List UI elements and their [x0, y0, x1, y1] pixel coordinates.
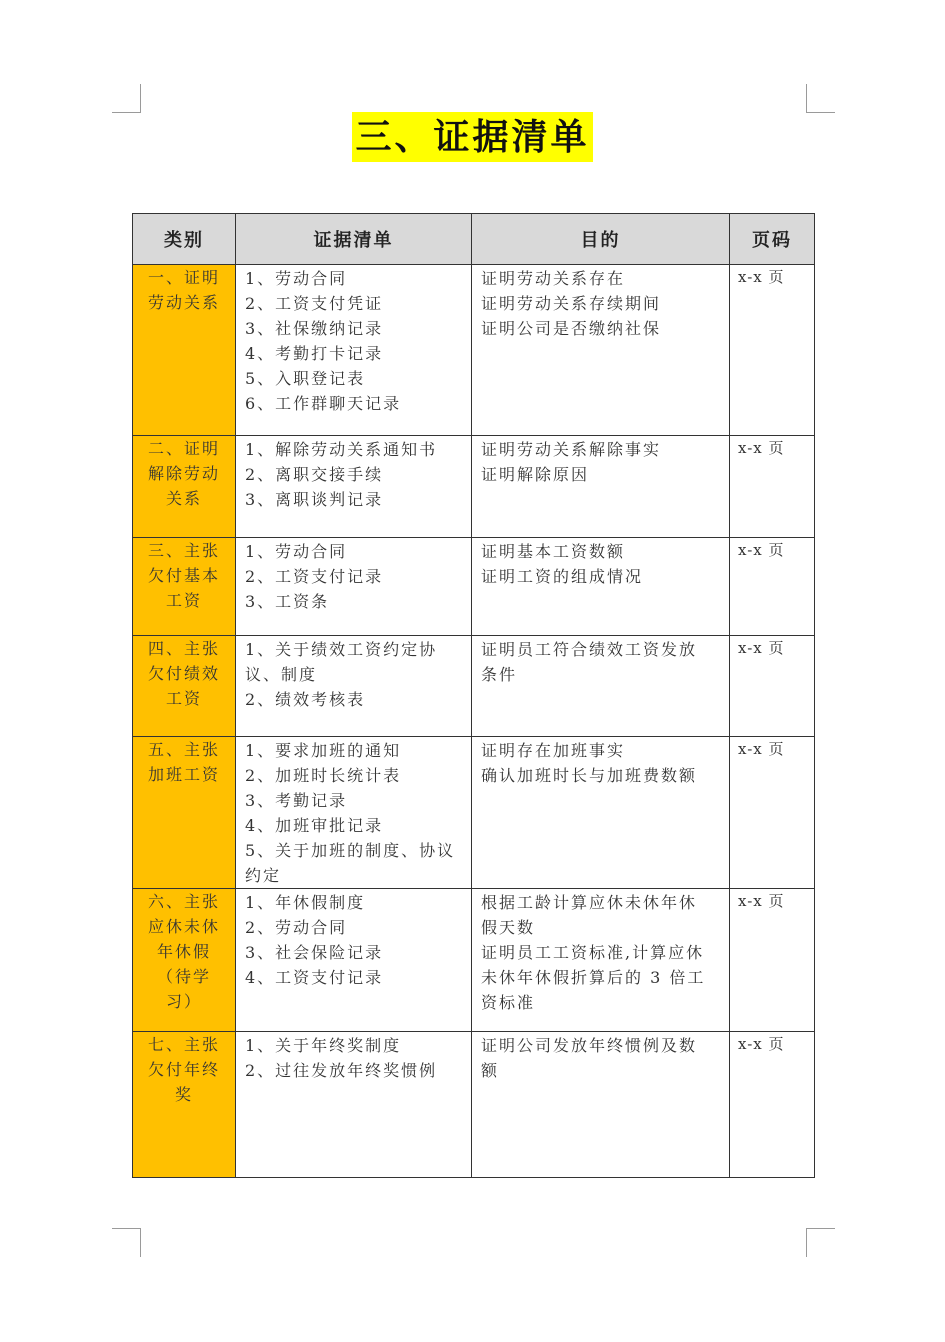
purpose-line: 证明公司发放年终惯例及数 — [481, 1036, 698, 1055]
evidence-item-line: 3、离职谈判记录 — [245, 490, 384, 509]
category-line: 欠付年终 — [147, 1060, 220, 1079]
evidence-list-cell — [236, 265, 472, 436]
category-line: 四、主张 — [147, 639, 220, 658]
category-line: 劳动关系 — [147, 293, 220, 312]
purpose-line: 假天数 — [481, 918, 536, 937]
evidence-item-line: 4、考勤打卡记录 — [245, 344, 384, 363]
category-cell — [133, 737, 236, 889]
category-cell — [133, 436, 236, 538]
page-range-cell: x-x 页 — [730, 265, 815, 436]
category-line: 工资 — [165, 591, 202, 610]
purpose-line: 证明员工符合绩效工资发放 — [481, 640, 698, 659]
category-line: 工资 — [165, 689, 202, 708]
header-page: 页码 — [730, 214, 815, 265]
category-line: （待学 — [156, 967, 211, 986]
evidence-item-line: 2、工资支付记录 — [245, 567, 384, 586]
evidence-item-line: 2、过往发放年终奖惯例 — [245, 1061, 438, 1080]
category-line: 年休假 — [156, 942, 211, 961]
evidence-list-cell — [236, 737, 472, 889]
evidence-item-line: 5、关于加班的制度、协议 — [245, 841, 456, 860]
evidence-item-line: 1、关于绩效工资约定协 — [245, 640, 438, 659]
table-row — [133, 636, 815, 737]
purpose-line: 证明工资的组成情况 — [481, 567, 644, 586]
category-line: 关系 — [165, 489, 202, 508]
purpose-line: 证明劳动关系存续期间 — [481, 294, 662, 313]
category-line: 欠付绩效 — [147, 664, 220, 683]
page-range-cell: x-x 页 — [730, 436, 815, 538]
header-evidence: 证据清单 — [236, 214, 472, 265]
purpose-line: 资标准 — [481, 993, 536, 1012]
category-line: 三、主张 — [147, 541, 220, 560]
category-line: 应休未休 — [147, 917, 220, 936]
evidence-item-line: 2、绩效考核表 — [245, 690, 366, 709]
evidence-item-line: 4、加班审批记录 — [245, 816, 384, 835]
evidence-list-cell — [236, 889, 472, 1032]
evidence-item-line: 2、加班时长统计表 — [245, 766, 402, 785]
purpose-cell — [472, 1032, 730, 1178]
category-line: 七、主张 — [147, 1035, 220, 1054]
page-range-cell: x-x 页 — [730, 737, 815, 889]
evidence-item-line: 1、要求加班的通知 — [245, 741, 402, 760]
category-cell — [133, 1032, 236, 1178]
evidence-item-line: 2、离职交接手续 — [245, 465, 384, 484]
page-range-cell: x-x 页 — [730, 1032, 815, 1178]
purpose-line: 证明劳动关系存在 — [481, 269, 626, 288]
category-line: 二、证明 — [147, 439, 220, 458]
category-line: 六、主张 — [147, 892, 220, 911]
table-row — [133, 436, 815, 538]
category-cell — [133, 265, 236, 436]
table-row — [133, 737, 815, 889]
table-row — [133, 889, 815, 1032]
purpose-cell — [472, 737, 730, 889]
category-line: 加班工资 — [147, 765, 220, 784]
purpose-line: 证明员工工资标准,计算应休 — [481, 943, 705, 962]
evidence-item-line: 1、年休假制度 — [245, 893, 366, 912]
purpose-line: 证明存在加班事实 — [481, 741, 626, 760]
purpose-cell — [472, 538, 730, 636]
purpose-line: 确认加班时长与加班费数额 — [481, 766, 698, 785]
crop-mark-bottom-right — [806, 1228, 835, 1257]
evidence-item-line: 1、解除劳动关系通知书 — [245, 440, 438, 459]
crop-mark-top-right — [806, 84, 835, 113]
table-row — [133, 265, 815, 436]
purpose-line: 证明解除原因 — [481, 465, 590, 484]
category-line: 欠付基本 — [147, 566, 220, 585]
crop-mark-bottom-left — [112, 1228, 141, 1257]
purpose-line: 条件 — [481, 665, 518, 684]
evidence-item-line: 6、工作群聊天记录 — [245, 394, 402, 413]
table-row — [133, 1032, 815, 1178]
category-cell — [133, 889, 236, 1032]
evidence-item-line: 4、工资支付记录 — [245, 968, 384, 987]
purpose-line: 根据工龄计算应休未休年休 — [481, 893, 698, 912]
header-category: 类别 — [133, 214, 236, 265]
header-row — [133, 214, 815, 265]
category-line: 五、主张 — [147, 740, 220, 759]
evidence-list-cell — [236, 538, 472, 636]
category-line: 一、证明 — [147, 268, 220, 287]
category-line: 奖 — [174, 1085, 193, 1104]
evidence-item-line: 3、社保缴纳记录 — [245, 319, 384, 338]
purpose-cell — [472, 436, 730, 538]
page-range-cell: x-x 页 — [730, 538, 815, 636]
purpose-cell — [472, 636, 730, 737]
evidence-item-line: 2、工资支付凭证 — [245, 294, 384, 313]
header-purpose: 目的 — [472, 214, 730, 265]
category-cell — [133, 538, 236, 636]
purpose-line: 证明公司是否缴纳社保 — [481, 319, 662, 338]
evidence-item-line: 议、制度 — [245, 665, 318, 684]
evidence-item-line: 1、关于年终奖制度 — [245, 1036, 402, 1055]
evidence-table — [132, 213, 815, 1178]
evidence-list-cell — [236, 636, 472, 737]
purpose-line: 额 — [481, 1061, 500, 1080]
purpose-cell — [472, 889, 730, 1032]
table-body — [133, 265, 815, 1178]
purpose-line: 证明劳动关系解除事实 — [481, 440, 662, 459]
purpose-line: 证明基本工资数额 — [481, 542, 626, 561]
evidence-item-line: 1、劳动合同 — [245, 269, 348, 288]
evidence-item-line: 3、工资条 — [245, 592, 330, 611]
page-range-cell: x-x 页 — [730, 889, 815, 1032]
evidence-item-line: 3、考勤记录 — [245, 791, 348, 810]
evidence-list-cell — [236, 1032, 472, 1178]
evidence-item-line: 约定 — [245, 866, 282, 885]
evidence-item-line: 1、劳动合同 — [245, 542, 348, 561]
crop-mark-top-left — [112, 84, 141, 113]
category-line: 习） — [165, 992, 202, 1011]
category-line: 解除劳动 — [147, 464, 220, 483]
purpose-cell — [472, 265, 730, 436]
evidence-item-line: 3、社会保险记录 — [245, 943, 384, 962]
page-title: 三、证据清单 — [352, 112, 592, 162]
category-cell — [133, 636, 236, 737]
evidence-item-line: 5、入职登记表 — [245, 369, 366, 388]
purpose-line: 未休年休假折算后的 3 倍工 — [481, 968, 706, 987]
title-container — [0, 112, 945, 162]
evidence-item-line: 2、劳动合同 — [245, 918, 348, 937]
table-row — [133, 538, 815, 636]
page-range-cell: x-x 页 — [730, 636, 815, 737]
evidence-list-cell — [236, 436, 472, 538]
